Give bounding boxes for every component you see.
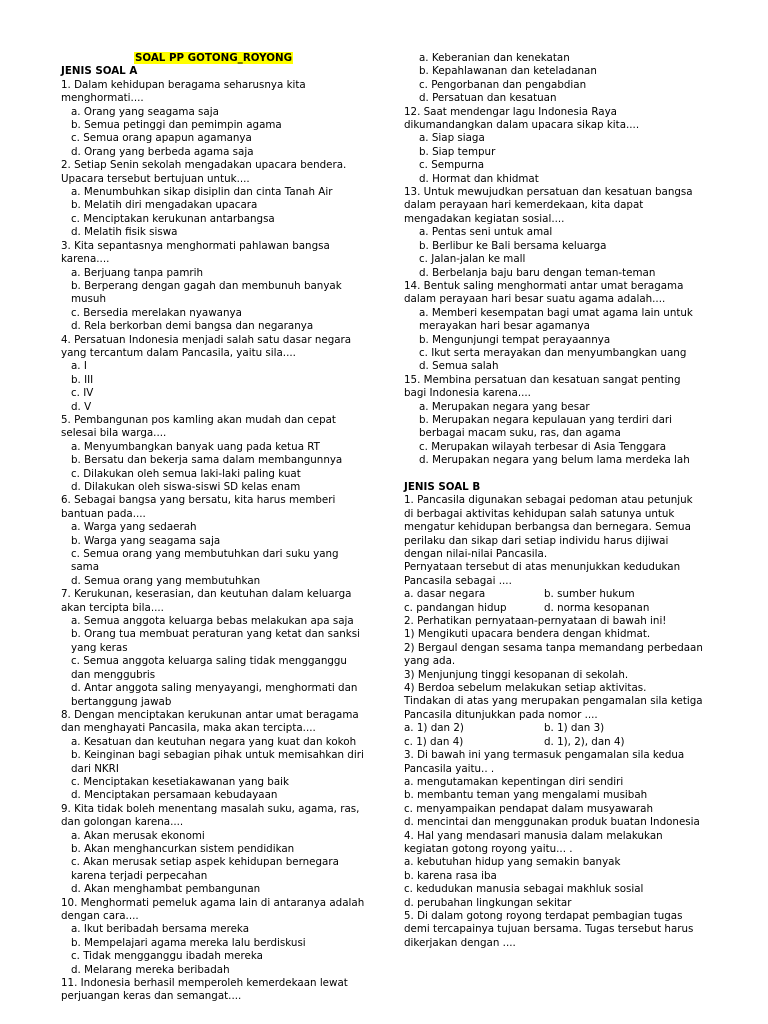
option: d. 1), 2), dan 4)	[544, 735, 625, 748]
answer-option: d. Dilakukan oleh siswa-siswi SD kelas enam	[71, 481, 301, 493]
answer-option: a. Kesatuan dan keutuhan negara yang kuat dan kokoh	[71, 735, 357, 748]
answer-option: c. Semua anggota keluarga saling tidak mengganggu dan menggubris	[71, 655, 347, 681]
question-text: 11. Indonesia berhasil memperoleh kemerdekaan lewat perjuangan keras dan semangat....	[61, 977, 348, 1003]
answer-option: c. Akan merusak setiap aspek kehidupan bernegara karena terjadi perpecahan	[71, 856, 339, 882]
answer-option: a. Berjuang tanpa pamrih	[71, 266, 204, 279]
answer-option: a. Ikut beribadah bersama mereka	[71, 923, 250, 936]
answer-option: a. Merupakan negara yang besar	[419, 400, 590, 413]
question-block	[404, 374, 704, 468]
question-b2	[404, 615, 704, 749]
question-text: 9. Kita tidak boleh menentang masalah suku, agama, ras, dan golongan karena....	[61, 802, 360, 829]
question-text: 12. Saat mendengar lagu Indonesia Raya dikumandangkan dalam upacara sikap kita....	[404, 105, 640, 132]
answer-option: d. Melarang mereka beribadah	[71, 963, 230, 976]
answer-option: b. Orang tua membuat peraturan yang ketat dan sanksi yang keras	[71, 628, 360, 654]
option: a. dasar negara	[404, 588, 486, 601]
option: a. kebutuhan hidup yang semakin banyak	[404, 856, 621, 869]
answer-option: b. Mempelajari agama mereka lalu berdiskusi	[71, 936, 306, 949]
question-text: 1. Pancasila digunakan sebagai pedoman atau petunjuk di berbagai aktivitas kehidupan salah satunya untuk mengatur kehidupan berbangsa dan bernegara. Semua perilaku dan sikap dari setiap individu harus dijiwai dengan nilai-nilai Pancasila.	[404, 494, 693, 561]
question-b3	[404, 749, 704, 829]
answer-option: a. Warga yang sedaerah	[71, 521, 197, 534]
option: b. sumber hukum	[544, 588, 635, 601]
question-block	[404, 106, 704, 186]
answer-option: c. Semua orang apapun agamanya	[71, 132, 252, 145]
answer-option: d. Rela berkorban demi bangsa dan negaranya	[71, 320, 314, 333]
question-text: 4. Hal yang mendasari manusia dalam melakukan kegiatan gotong royong yaitu... .	[404, 829, 663, 855]
question-text: 14. Bentuk saling menghormati antar umat beragama dalam perayaan hari besar suatu agama adalah....	[404, 279, 684, 306]
answer-option: d. Akan menghambat pembangunan	[71, 883, 261, 896]
answer-option: c. IV	[71, 387, 94, 400]
statement-item: 2) Bergaul dengan sesama tanpa memandang perbedaan yang ada.	[404, 641, 703, 668]
answer-option: a. Orang yang seagama saja	[71, 105, 219, 118]
question-block	[61, 977, 366, 1004]
left-column	[61, 52, 366, 1004]
answer-option: b. Semua petinggi dan pemimpin agama	[71, 119, 282, 132]
option: d. mencintai dan menggunakan produk buatan Indonesia	[404, 816, 700, 829]
option-row	[404, 736, 704, 749]
answer-option: c. Sempurna	[419, 159, 485, 172]
section-b-heading: JENIS SOAL B	[404, 480, 481, 493]
question-block	[61, 897, 366, 977]
answer-option: b. Warga yang seagama saja	[71, 534, 221, 547]
answer-option: d. Orang yang berbeda agama saja	[71, 145, 254, 158]
option: b. karena rasa iba	[404, 869, 497, 882]
question-text: 2. Perhatikan pernyataan-pernyataan di bawah ini!	[404, 615, 667, 628]
question-block	[61, 494, 366, 588]
question-text: 3. Kita sepantasnya menghormati pahlawan bangsa karena....	[61, 239, 330, 266]
question-block	[61, 240, 366, 334]
right-column	[404, 52, 704, 950]
question-text: 8. Dengan menciptakan kerukunan antar umat beragama dan menghayati Pancasila, maka akan tercipta....	[61, 708, 359, 735]
question-text: 13. Untuk mewujudkan persatuan dan kesatuan bangsa dalam perayaan hari kemerdekaan, kita dapat mengadakan kegiatan sosial....	[404, 186, 693, 225]
question-text: 5. Pembangunan pos kamling akan mudah dan cepat selesai bila warga....	[61, 413, 336, 440]
answer-option: a. Pentas seni untuk amal	[419, 226, 553, 239]
answer-option: b. Bersatu dan bekerja sama dalam membangunnya	[71, 454, 343, 467]
question-text: 10. Menghormati pemeluk agama lain di antaranya adalah dengan cara....	[61, 896, 365, 922]
question-11-options	[404, 52, 704, 106]
question-b4	[404, 830, 704, 910]
question-list-a-continued	[404, 106, 704, 468]
option: a. 1) dan 2)	[404, 722, 464, 735]
question-block	[61, 588, 366, 709]
question-block	[404, 186, 704, 280]
option: c. kedudukan manusia sebagai makhluk sosial	[404, 883, 644, 896]
question-text: 15. Membina persatuan dan kesatuan sangat penting bagi Indonesia karena....	[404, 373, 681, 400]
answer-option: d. Merupakan negara yang belum lama merdeka lah	[419, 454, 690, 467]
question-text: 4. Persatuan Indonesia menjadi salah satu dasar negara yang tercantum dalam Pancasila, yaitu sila....	[61, 333, 352, 359]
option: d. perubahan lingkungan sekitar	[404, 896, 572, 909]
answer-option: c. Merupakan wilayah terbesar di Asia Tenggara	[419, 440, 667, 453]
answer-option: c. Ikut serta merayakan dan menyumbangkan uang	[419, 346, 687, 359]
option-row	[404, 722, 704, 735]
statement-item: 1) Mengikuti upacara bendera dengan khidmat.	[404, 628, 651, 641]
question-block	[61, 334, 366, 414]
document-title: SOAL PP GOTONG_ROYONG	[134, 52, 293, 64]
answer-option: c. Jalan-jalan ke mall	[419, 253, 526, 266]
answer-option: a. Menyumbangkan banyak uang pada ketua RT	[71, 440, 320, 453]
answer-option: d. Persatuan dan kesatuan	[419, 92, 557, 105]
answer-option: a. Semua anggota keluarga bebas melakukan apa saja	[71, 615, 354, 628]
answer-option: d. Melatih fisik siswa	[71, 226, 178, 239]
question-block	[61, 79, 366, 159]
answer-option: c. Menciptakan kesetiakawanan yang baik	[71, 775, 289, 788]
answer-option: c. Menciptakan kerukunan antarbangsa	[71, 212, 275, 225]
question-b1	[404, 494, 704, 615]
answer-option: a. Memberi kesempatan bagi umat agama lain untuk merayakan hari besar agamanya	[419, 306, 693, 333]
question-text: Tindakan di atas yang merupakan pengamalan sila ketiga Pancasila ditunjukkan pada nomor ....	[404, 695, 703, 721]
option: d. norma kesopanan	[544, 601, 650, 614]
answer-option: b. Kepahlawanan dan keteladanan	[419, 65, 597, 78]
answer-option: c. Pengorbanan dan pengabdian	[419, 78, 587, 91]
question-text: 7. Kerukunan, keserasian, dan keutuhan dalam keluarga akan tercipta bila....	[61, 588, 352, 614]
answer-option: b. Melatih diri mengadakan upacara	[71, 199, 258, 212]
option: b. membantu teman yang mengalami musibah	[404, 789, 648, 802]
section-a-heading: JENIS SOAL A	[61, 65, 138, 78]
question-text: 3. Di bawah ini yang termasuk pengamalan sila kedua Pancasila yaitu.. .	[404, 749, 685, 775]
answer-option: b. Mengunjungi tempat perayaannya	[419, 333, 611, 346]
question-b5	[404, 910, 704, 950]
answer-option: a. Menumbuhkan sikap disiplin dan cinta Tanah Air	[71, 186, 333, 199]
answer-option: c. Tidak mengganggu ibadah mereka	[71, 950, 263, 963]
answer-option: c. Dilakukan oleh semua laki-laki paling kuat	[71, 467, 301, 480]
option: a. mengutamakan kepentingan diri sendiri	[404, 775, 624, 788]
answer-option: b. Merupakan negara kepulauan yang terdiri dari berbagai macam suku, ras, dan agama	[419, 413, 672, 440]
question-text: 2. Setiap Senin sekolah mengadakan upacara bendera. Upacara tersebut bertujuan untuk....	[61, 159, 347, 185]
option-row	[404, 602, 704, 615]
answer-option: b. Keinginan bagi sebagian pihak untuk memisahkan diri dari NKRI	[71, 749, 364, 775]
question-text: 6. Sebagai bangsa yang bersatu, kita harus memberi bantuan pada....	[61, 494, 336, 520]
question-text: Pernyataan tersebut di atas menunjukkan kedudukan Pancasila sebagai ....	[404, 561, 681, 587]
answer-option: a. Akan merusak ekonomi	[71, 829, 205, 842]
answer-option: d. Antar anggota saling menyayangi, menghormati dan bertanggung jawab	[71, 682, 358, 708]
answer-option: a. Keberanian dan kenekatan	[419, 52, 570, 64]
option: b. 1) dan 3)	[544, 722, 605, 735]
question-text: 1. Dalam kehidupan beragama seharusnya kita menghormati....	[61, 78, 306, 105]
title-line	[61, 52, 366, 65]
answer-option: d. Menciptakan persamaan kebudayaan	[71, 789, 278, 802]
answer-option: d. V	[71, 400, 92, 413]
question-block	[61, 803, 366, 897]
answer-option: d. Semua orang yang membutuhkan	[71, 574, 261, 587]
option: c. pandangan hidup	[404, 601, 507, 614]
question-block	[61, 159, 366, 239]
answer-option: b. Siap tempur	[419, 145, 496, 158]
answer-option: a. Siap siaga	[419, 132, 485, 145]
answer-option: c. Semua orang yang membutuhkan dari suku yang sama	[71, 548, 339, 574]
option: c. 1) dan 4)	[404, 735, 464, 748]
answer-option: a. I	[71, 360, 87, 373]
question-text: 5. Di dalam gotong royong terdapat pembagian tugas demi tercapainya tujuan bersama. Tugas tersebut harus dikerjakan dengan ....	[404, 909, 694, 949]
answer-option: c. Bersedia merelakan nyawanya	[71, 306, 242, 319]
answer-option: b. III	[71, 373, 94, 386]
answer-option: b. Akan menghancurkan sistem pendidikan	[71, 842, 295, 855]
question-list-a	[61, 79, 366, 1004]
answer-option: b. Berlibur ke Bali bersama keluarga	[419, 239, 607, 252]
answer-option: d. Semua salah	[419, 360, 499, 373]
question-block	[61, 414, 366, 494]
option-row	[404, 588, 704, 601]
answer-option: d. Berbelanja baju baru dengan teman-teman	[419, 266, 656, 279]
statement-item: 4) Berdoa sebelum melakukan setiap aktivitas.	[404, 682, 647, 695]
question-block	[404, 280, 704, 374]
statement-item: 3) Menjunjung tinggi kesopanan di sekolah.	[404, 668, 629, 681]
answer-option: b. Berperang dengan gagah dan membunuh banyak musuh	[71, 279, 342, 306]
answer-option: d. Hormat dan khidmat	[419, 172, 539, 185]
option: c. menyampaikan pendapat dalam musyawarah	[404, 802, 653, 815]
question-block	[61, 709, 366, 803]
